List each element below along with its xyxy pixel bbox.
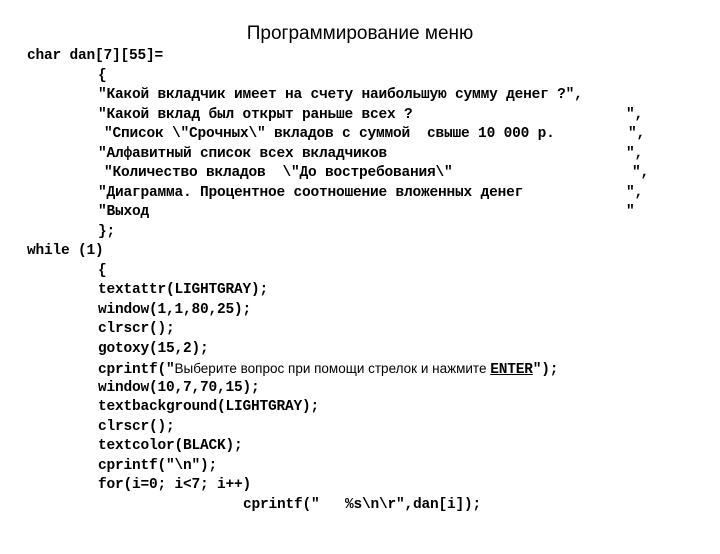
code-line [0,320,720,340]
code-line [0,223,720,243]
code-text: char dan[7][55]= [27,48,164,64]
code-text: cprintf(" %s\n\r",dan[i]); [243,496,482,513]
code-text: for(i=0; i<7; i++) [98,477,252,493]
code-text: gotoxy(15,2); [98,340,209,357]
code-line [0,67,720,87]
enter-keyword: ENTER [490,362,533,378]
code-line [0,496,720,516]
slide-title: Программирование меню [246,23,474,44]
code-text: "Количество вкладов \"До востребования\" [104,165,453,181]
code-text: "Какой вкладчик имеет на счету наибольшую сумму денег ?", [98,87,583,103]
code-line [0,203,720,223]
code-text: "Диаграмма. Процентное соотношение вложенных денег [98,184,524,201]
code-text: ", [626,184,644,201]
code-text: clrscr(); [98,418,175,435]
code-line [0,340,720,360]
code-text: cprintf(" [98,362,175,378]
code-line [0,47,720,67]
code-text: { [98,67,107,84]
code-line [0,145,720,165]
code-text: "Алфавитный список всех вкладчиков [98,145,388,162]
code-text: while (1) [27,243,104,259]
code-text: cprintf("\n"); [98,457,218,474]
code-text: clrscr(); [98,321,175,337]
code-text: ", [632,165,650,181]
code-line-cprintf [98,359,558,381]
code-line [0,476,720,496]
code-text: window(10,7,70,15); [98,379,260,396]
code-line [0,437,720,457]
code-text: "Какой вклад был открыт раньше всех ? [98,106,413,123]
code-line [0,281,720,301]
code-block [0,47,720,515]
code-text: textbackground(LIGHTGRAY); [98,399,320,415]
code-text: window(1,1,80,25); [98,301,252,318]
code-line [0,379,720,399]
code-text: }; [98,223,116,240]
code-line [0,359,720,379]
code-line [0,301,720,321]
code-line [0,125,720,145]
code-line [0,86,720,106]
code-text: ", [628,126,646,142]
code-text: textattr(LIGHTGRAY); [98,282,269,298]
code-line [0,457,720,477]
prompt-message: Выберите вопрос при помощи стрелок и нажмите [174,361,491,376]
code-text: "Выход [98,204,150,220]
code-text: { [98,262,107,279]
code-text: "); [532,362,559,378]
code-line [0,398,720,418]
code-line [0,262,720,282]
code-line [0,164,720,184]
code-text: ", [626,145,644,162]
code-text: textcolor(BLACK); [98,438,243,454]
code-line [0,184,720,204]
code-text: ", [626,106,644,123]
code-text: " [626,204,635,220]
code-text: "Список \"Срочных\" вкладов с суммой свыше 10 000 р. [104,126,555,142]
code-line [0,242,720,262]
code-line [0,106,720,126]
code-line [0,418,720,438]
